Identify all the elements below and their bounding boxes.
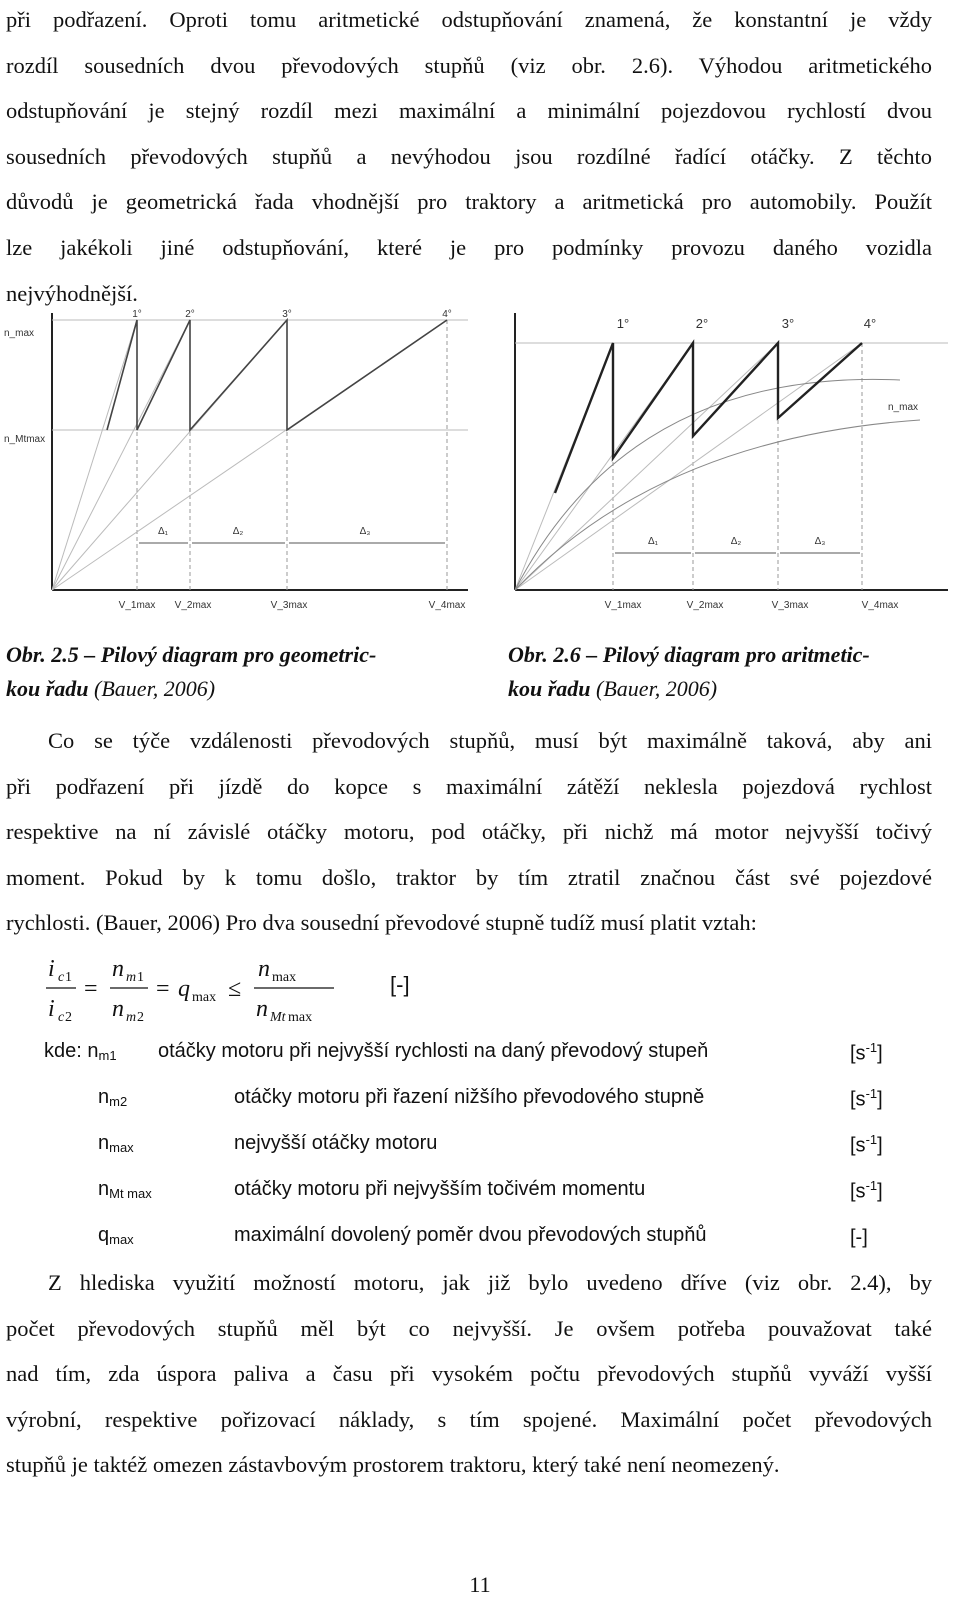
definition-description: otáčky motoru při řazení nižšího převodového stupně [234,1086,705,1108]
second-paragraph [6,718,932,946]
caption-title: Obr. 2.5 – Pilový diagram pro geometric- [6,642,377,667]
svg-text:m: m [126,970,137,985]
delta-label: Δ₃ [359,526,371,537]
definition-unit: [-] [850,1226,868,1249]
definition-unit-end: ] [877,1088,883,1111]
text-line: Z hlediska využití možností motoru, jak již bylo uvedeno dříve (viz obr. 2.4), by [48,1270,932,1295]
text-line: moment. Pokud by k tomu došlo, traktor by tím ztratil značnou část své pojezdové [6,864,932,890]
delta-label: Δ₂ [232,526,244,537]
third-paragraph [6,1260,932,1488]
definition-description: nejvyšší otáčky motoru [234,1132,438,1154]
formula-unit: [-] [390,972,410,997]
definition-unit-end: ] [877,1180,883,1203]
svg-text:=: = [156,976,170,1002]
definition-subscript: max [109,1140,134,1155]
definition-subscript: Mt max [109,1186,152,1201]
caption-title-cont: kou řadu [6,676,89,701]
text-line: důvodů je geometrická řada vhodnější pro traktory a aritmetická pro automobily. Použít [6,189,932,215]
caption-title-cont: kou řadu [508,676,591,701]
text-line: sousedních převodových stupňů a nevýhodou jsou rozdílné řadící otáčky. Z těchto [6,143,932,169]
definition-unit: [s [850,1088,866,1111]
velocity-label: V_2max [174,600,212,611]
definition-subscript: max [109,1232,134,1247]
definition-unit: [s [850,1134,866,1157]
svg-text:max: max [192,990,217,1005]
definition-subscript: m2 [109,1094,128,1109]
svg-text:i: i [48,956,55,982]
definition-row [44,1132,934,1172]
definition-symbol: n [98,1178,110,1200]
definition-unit-exp: -1 [865,1178,878,1193]
definition-symbol: n [87,1040,99,1062]
delta-label: Δ₃ [814,536,826,547]
svg-text:c: c [58,1010,65,1025]
figure-caption-left [6,638,376,706]
svg-text:c: c [58,970,65,985]
text-line: nad tím, zda úspora paliva a času při vysokém počtu převodových stupňů vyváží vyšší [6,1361,932,1387]
text-line: rozdíl sousedních dvou převodových stupňů (viz obr. 2.6). Výhodou aritmetického [6,52,932,78]
svg-text:max: max [272,970,297,985]
svg-text:≤: ≤ [228,976,242,1002]
definition-symbol: n [98,1086,110,1108]
velocity-label: V_3max [771,600,809,611]
top-paragraph [6,0,932,316]
definition-symbol: q [98,1224,110,1246]
definition-row [44,1086,934,1126]
delta-label: Δ₁ [647,536,659,547]
y-axis-label: n_max [888,402,919,413]
gear-label: 1° [616,316,630,331]
velocity-label: V_1max [604,600,642,611]
svg-text:2: 2 [65,1010,72,1025]
velocity-label: V_3max [270,600,308,611]
svg-text:n: n [112,956,124,982]
text-line: odstupňování je stejný rozdíl mezi maximální a minimální pojezdovou rychlostí dvou [6,98,932,124]
figure-geometric-saw-diagram [0,308,470,618]
y-axis-label: n_max [4,328,35,339]
delta-label: Δ₂ [730,536,742,547]
text-line: respektive na ní závislé otáčky motoru, pod otáčky, při nichž má motor nejvyšší točivý [6,819,932,845]
svg-text:i: i [48,996,55,1022]
text-line: Co se týče vzdálenosti převodových stupňů, musí být maximálně taková, aby ani [48,728,932,753]
svg-text:1: 1 [137,970,144,985]
definition-symbol: n [98,1132,110,1154]
text-line: rychlosti. (Bauer, 2006) Pro dva sousední převodové stupně tudíž musí platit vztah: [6,910,757,936]
caption-source: (Bauer, 2006) [590,676,718,701]
velocity-label: V_2max [686,600,724,611]
definition-subscript: m1 [98,1048,117,1063]
svg-text:2: 2 [137,1010,144,1025]
gear-label: 1° [132,309,142,320]
definition-row [44,1178,934,1218]
definition-unit-end: ] [877,1042,883,1065]
y-axis-label: n_Mtmax [4,434,46,445]
velocity-label: V_4max [428,600,466,611]
gear-label: 2° [695,316,709,331]
definition-unit-exp: -1 [865,1040,878,1055]
text-line: stupňů je taktéž omezen zástavbovým prostorem traktoru, který také není neomezený. [6,1452,780,1478]
definition-unit: [s [850,1180,866,1203]
figure-arithmetic-saw-diagram [480,308,950,618]
gear-ratio-formula [44,948,484,1030]
definition-unit: [s [850,1042,866,1065]
definition-row [44,1040,934,1080]
svg-text:m: m [126,1010,137,1025]
definition-unit-exp: -1 [865,1132,878,1147]
svg-text:max: max [288,1010,313,1025]
svg-text:n: n [256,996,268,1022]
svg-text:n: n [112,996,124,1022]
definition-prefix: kde: [44,1040,88,1062]
figure-caption-right [508,638,870,706]
svg-text:1: 1 [65,970,72,985]
page-number: 11 [469,1572,491,1597]
definition-unit-end: ] [877,1134,883,1157]
velocity-label: V_4max [861,600,899,611]
text-line: počet převodových stupňů měl být co nejvyšší. Je ovšem potřeba pouvažovat také [6,1315,932,1341]
delta-label: Δ₁ [157,526,169,537]
caption-title: Obr. 2.6 – Pilový diagram pro aritmetic- [508,642,870,667]
definition-row [44,1224,934,1264]
text-line: nejvýhodnější. [6,280,138,306]
svg-text:=: = [84,976,98,1002]
text-line: výrobní, respektive pořizovací náklady, s tím spojené. Maximální počet převodových [6,1406,932,1432]
velocity-label: V_1max [118,600,156,611]
svg-text:Mt: Mt [270,1010,286,1025]
svg-text:n: n [258,956,270,982]
svg-text:q: q [178,976,190,1002]
gear-label: 4° [863,316,877,331]
definition-description: otáčky motoru při nejvyšší rychlosti na daný převodový stupeň [158,1040,709,1062]
definition-unit-exp: -1 [865,1086,878,1101]
text-line: lze jakékoli jiné odstupňování, které je pro podmínky provozu daného vozidla [6,234,932,260]
definition-description: maximální dovolený poměr dvou převodových stupňů [234,1224,707,1246]
definition-description: otáčky motoru při nejvyšším točivém momentu [234,1178,646,1200]
gear-label: 3° [781,316,795,331]
text-line: při podřazení při jízdě do kopce s maximální zátěží neklesla pojezdová rychlost [6,773,932,799]
gear-label: 3° [282,309,292,320]
gear-label: 2° [185,309,195,320]
gear-label: 4° [442,309,452,320]
caption-source: (Bauer, 2006) [88,676,216,701]
text-line: při podřazení. Oproti tomu aritmetické odstupňování znamená, že konstantní je vždy [6,7,932,32]
